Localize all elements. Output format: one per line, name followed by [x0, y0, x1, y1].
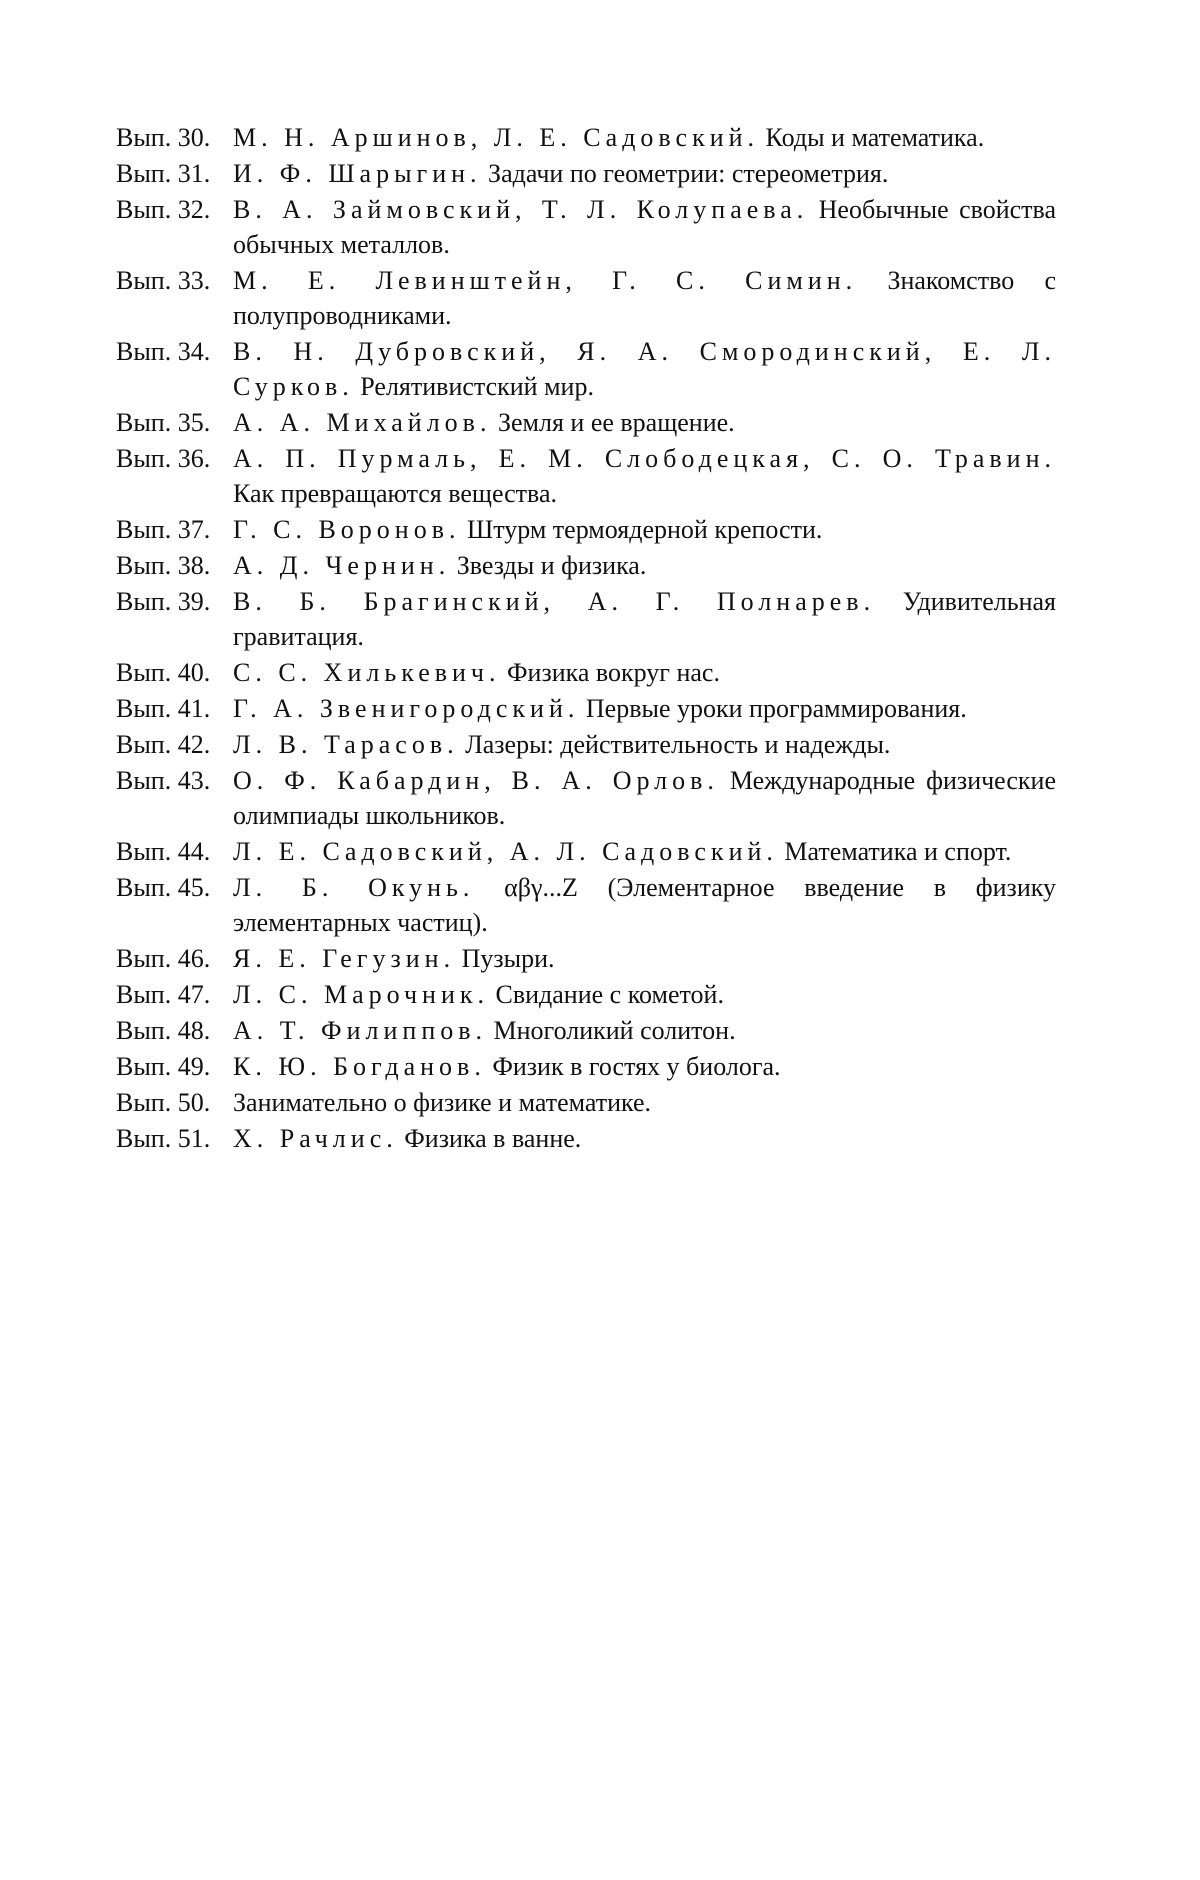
issue-authors: А. Д. Чернин.	[233, 551, 450, 580]
issue-number: Вып. 44.	[116, 834, 233, 869]
issue-number: Вып. 46.	[116, 941, 233, 976]
issue-number: Вып. 41.	[116, 691, 233, 726]
issue-description	[233, 941, 1056, 976]
issue-authors: А. П. Пурмаль, Е. М. Слободецкая, С. О. Травин.	[233, 444, 1056, 473]
issue-description	[233, 192, 1056, 262]
issue-number: Вып. 32.	[116, 192, 233, 227]
list-item	[116, 334, 1056, 404]
issue-authors: А. А. Михайлов.	[233, 408, 491, 437]
issue-authors: М. Н. Аршинов, Л. Е. Садовский.	[233, 123, 759, 152]
issue-authors: С. С. Хилькевич.	[233, 658, 501, 687]
list-item	[116, 1121, 1056, 1156]
issue-number: Вып. 47.	[116, 977, 233, 1012]
issue-title: αβγ...Z (Элементарное введение в физику элементарных частиц).	[233, 873, 1056, 937]
issue-number: Вып. 30.	[116, 120, 233, 155]
list-item	[116, 584, 1056, 654]
issue-title: Задачи по геометрии: стереометрия.	[488, 159, 888, 188]
issue-description	[233, 263, 1056, 333]
issue-title: Звезды и физика.	[457, 551, 647, 580]
issue-description	[233, 977, 1056, 1012]
issue-authors: В. А. Займовский, Т. Л. Колупаева.	[233, 195, 808, 224]
issue-number: Вып. 39.	[116, 584, 233, 619]
issue-title: Занимательно о физике и математике.	[233, 1088, 651, 1117]
issue-number: Вып. 49.	[116, 1049, 233, 1084]
issue-number: Вып. 36.	[116, 441, 233, 476]
list-item	[116, 1049, 1056, 1084]
list-item	[116, 763, 1056, 833]
issue-description	[233, 156, 1056, 191]
list-item	[116, 870, 1056, 940]
document-page	[0, 0, 1200, 1880]
list-item	[116, 655, 1056, 690]
issue-title: Математика и спорт.	[784, 837, 1011, 866]
issue-title: Знакомство с полупроводниками.	[233, 266, 1056, 330]
issue-description	[233, 691, 1056, 726]
issue-description	[233, 655, 1056, 690]
issue-authors: Л. В. Тарасов.	[233, 730, 459, 759]
issue-authors: Г. С. Воронов.	[233, 515, 460, 544]
list-item	[116, 1013, 1056, 1048]
issue-authors: О. Ф. Кабардин, В. А. Орлов.	[233, 766, 719, 795]
issue-authors: К. Ю. Богданов.	[233, 1052, 486, 1081]
issue-description	[233, 1049, 1056, 1084]
issue-title: Физика вокруг нас.	[507, 658, 720, 687]
series-issue-list	[116, 120, 1056, 1157]
list-item	[116, 192, 1056, 262]
issue-number: Вып. 50.	[116, 1085, 233, 1120]
issue-description	[233, 870, 1056, 940]
issue-title: Первые уроки программирования.	[586, 694, 967, 723]
issue-number: Вып. 38.	[116, 548, 233, 583]
issue-description	[233, 441, 1056, 511]
list-item	[116, 120, 1056, 155]
issue-number: Вып. 48.	[116, 1013, 233, 1048]
issue-description	[233, 834, 1056, 869]
issue-authors: Г. А. Звенигородский.	[233, 694, 579, 723]
list-item	[116, 977, 1056, 1012]
list-item	[116, 263, 1056, 333]
issue-title: Штурм термоядерной крепости.	[467, 515, 822, 544]
list-item	[116, 941, 1056, 976]
issue-description	[233, 548, 1056, 583]
issue-title: Свидание с кометой.	[496, 980, 724, 1009]
issue-number: Вып. 37.	[116, 512, 233, 547]
issue-description	[233, 584, 1056, 654]
issue-authors: В. Н. Дубровский, Я. А. Смородинский, Е. Л. Сурков.	[233, 337, 1056, 401]
issue-description	[233, 334, 1056, 404]
list-item	[116, 834, 1056, 869]
issue-number: Вып. 51.	[116, 1121, 233, 1156]
issue-description	[233, 405, 1056, 440]
issue-authors: И. Ф. Шарыгин.	[233, 159, 482, 188]
list-item	[116, 512, 1056, 547]
issue-description	[233, 1085, 1056, 1120]
issue-title: Пузыри.	[462, 944, 555, 973]
issue-title: Необычные свойства обычных металлов.	[233, 195, 1056, 259]
list-item	[116, 727, 1056, 762]
issue-number: Вып. 31.	[116, 156, 233, 191]
issue-title: Лазеры: действительность и надежды.	[465, 730, 890, 759]
issue-description	[233, 120, 1056, 155]
issue-number: Вып. 43.	[116, 763, 233, 798]
list-item	[116, 548, 1056, 583]
issue-title: Коды и математика.	[766, 123, 985, 152]
issue-title: Удивительная гравитация.	[233, 587, 1056, 651]
list-item	[116, 156, 1056, 191]
issue-description	[233, 727, 1056, 762]
issue-description	[233, 1013, 1056, 1048]
issue-number: Вып. 45.	[116, 870, 233, 905]
issue-title: Многоликий солитон.	[494, 1016, 736, 1045]
list-item	[116, 441, 1056, 511]
issue-title: Физик в гостях у биолога.	[492, 1052, 780, 1081]
list-item	[116, 1085, 1056, 1120]
issue-authors: В. Б. Брагинский, А. Г. Полнарев.	[233, 587, 875, 616]
issue-description	[233, 763, 1056, 833]
issue-description	[233, 512, 1056, 547]
issue-authors: А. Т. Филиппов.	[233, 1016, 487, 1045]
issue-title: Физика в ванне.	[404, 1124, 581, 1153]
issue-number: Вып. 42.	[116, 727, 233, 762]
issue-number: Вып. 34.	[116, 334, 233, 369]
issue-title: Как превращаются вещества.	[233, 479, 557, 508]
issue-authors: М. Е. Левинштейн, Г. С. Симин.	[233, 266, 857, 295]
issue-authors: Я. Е. Гегузин.	[233, 944, 455, 973]
issue-authors: Л. С. Марочник.	[233, 980, 489, 1009]
issue-number: Вып. 33.	[116, 263, 233, 298]
issue-title: Международные физические олимпиады школьников.	[233, 766, 1056, 830]
list-item	[116, 691, 1056, 726]
issue-title: Земля и ее вращение.	[498, 408, 735, 437]
issue-description	[233, 1121, 1056, 1156]
issue-authors: Л. Б. Окунь.	[233, 873, 474, 902]
issue-number: Вып. 40.	[116, 655, 233, 690]
issue-authors: Х. Рачлис.	[233, 1124, 398, 1153]
list-item	[116, 405, 1056, 440]
issue-title: Релятивистский мир.	[360, 372, 594, 401]
issue-authors: Л. Е. Садовский, А. Л. Садовский.	[233, 837, 778, 866]
issue-number: Вып. 35.	[116, 405, 233, 440]
